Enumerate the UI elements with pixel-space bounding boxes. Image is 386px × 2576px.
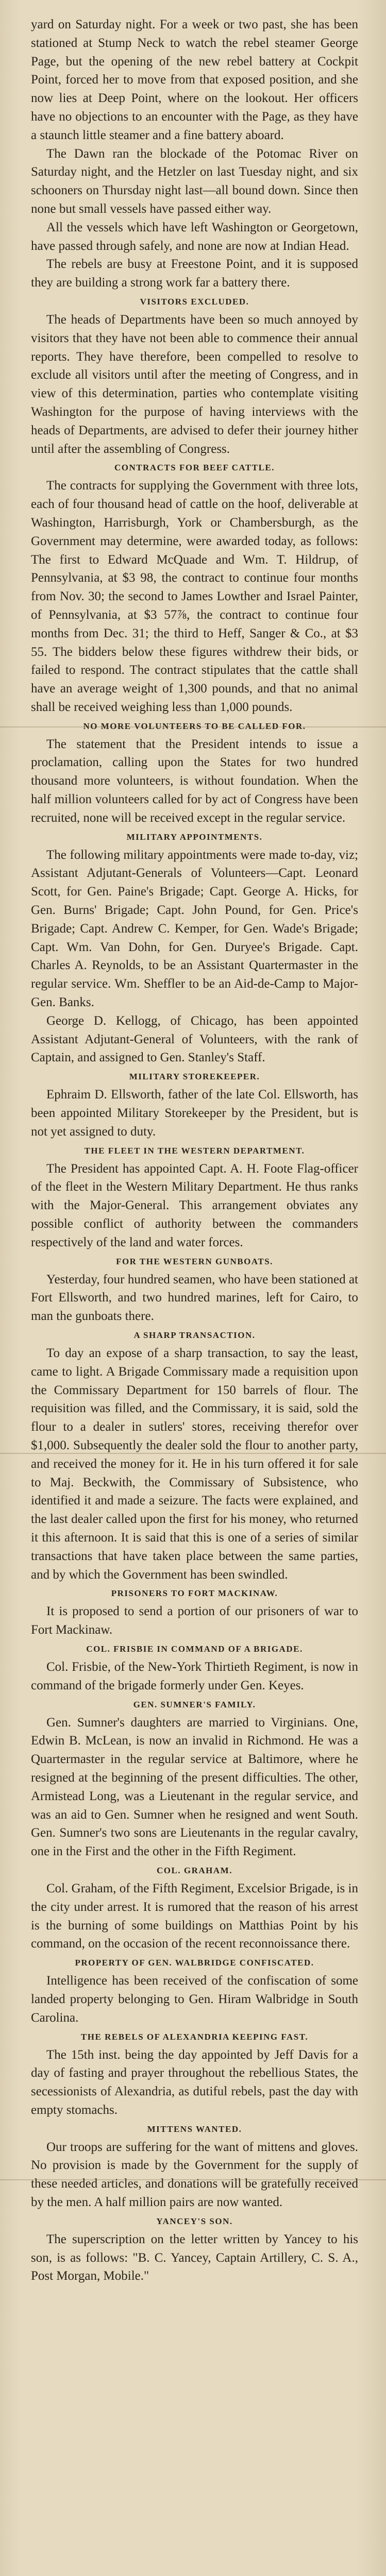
section-heading: MITTENS WANTED.: [147, 2124, 242, 2134]
article-paragraph: The following military appointments were made to-day, viz; Assistant Adjutant-Generals of Volunteers—Capt. Leonard Scott, for Gen. Paine's Brigade; Capt. George A. Hicks, for Gen. Burns' Brigade; Capt. John Pound, for Gen. Price's Brigade; Capt. Andrew C. Kemper, for Gen. Wade's Brigade; Capt. Wm. Van Dohn, for Gen. Duryee's Brigade. Capt. Charles A. Reynolds, to be an Assistant Quartermaster in the regular service. Wm. Sheffler to be an Aid-de-Camp to Major-Gen. Banks.: [31, 848, 358, 1010]
article-paragraph: Ephraim D. Ellsworth, father of the late Col. Ellsworth, has been appointed Military Storekeeper by the President, but is not yet assigned to duty.: [31, 1088, 358, 1139]
article-paragraph: To day an expose of a sharp transaction, to say the least, came to light. A Brigade Commissary made a requisition upon the Commissary Department for 150 barrels of flour. The requisition was filled, and the Commissary, it is said, sold the flour to a dealer in sutlers' stores, receiving therefor over $1,000. Subsequently the dealer sold the flour to another party, and received the money for it. He in his turn offered it for sale to Maj. Beckwith, the Commissary of Subsistence, who identified it and made a seizure. The facts were explained, and the last dealer called upon the first for his money, who returned it this afternoon. It is said that this is one of a series of similar transactions that have taken place between the same parties, and by which the Government has been swindled.: [31, 1346, 358, 1582]
article-paragraph: The Dawn ran the blockade of the Potomac River on Saturday night, and the Hetzler on last Tuesday night, and six schooners on Thursday night last—all bound down. Since then none but small vessels have passed either way.: [31, 146, 358, 216]
article-paragraph: The 15th inst. being the day appointed by Jeff Davis for a day of fasting and prayer throughout the rebellious States, the secessionists of Alexandria, as dutiful rebels, past the day with empty stomachs.: [31, 2047, 358, 2117]
article-paragraph: The statement that the President intends to issue a proclamation, calling upon the States for two hundred thousand more volunteers, is without foundation. When the half million volunteers called for by act of Congress have been recruited, none will be received except in the regular service.: [31, 737, 358, 825]
section-heading: NO MORE VOLUNTEERS TO BE CALLED FOR.: [83, 721, 306, 731]
article-paragraph: All the vessels which have left Washington or Georgetown, have passed through safely, and none are now at Indian Head.: [31, 220, 358, 253]
section-heading: FOR THE WESTERN GUNBOATS.: [116, 1256, 273, 1266]
paper-fold-line: [0, 2179, 386, 2180]
section-heading: GEN. SUMNER'S FAMILY.: [133, 1699, 256, 1709]
article-paragraph: Intelligence has been received of the confiscation of some landed property belonging to Gen. Hiram Walbridge in South Carolina.: [31, 1974, 358, 2025]
article-paragraph: Col. Frisbie, of the New-York Thirtieth Regiment, is now in command of the brigade formerly under Gen. Keyes.: [31, 1659, 358, 1692]
article-paragraph: The heads of Departments have been so much annoyed by visitors that they have not been able to commence their annual reports. They have therefore, been compelled to resolve to exclude all visitors until after the meeting of Congress, and in view of this determination, parties who contemplate visiting Washington for the purpose of having interviews with the heads of Departments, are advised to defer their journey hither until after the assembling of Congress.: [31, 312, 358, 456]
section-heading: CONTRACTS FOR BEEF CATTLE.: [114, 463, 275, 473]
section-heading: COL. FRISBIE IN COMMAND OF A BRIGADE.: [86, 1643, 303, 1654]
article-paragraph: Gen. Sumner's daughters are married to Virginians. One, Edwin B. McLean, is now an invalid in Richmond. He was a Quartermaster in the regular service at Baltimore, where he resigned at the beginning of the present difficulties. The other, Armistead Long, was a Lieutenant in the regular service, and was an aid to Gen. Sumner when he resigned and went South. Gen. Sumner's two sons are Lieutenants in the regular cavalry, one in the First and the other in the Fifth Regiment.: [31, 1715, 358, 1859]
lead-paragraph: yard on Saturday night. For a week or two past, she has been stationed at Stump Neck to watch the rebel steamer George Page, but the opening of the new rebel battery at Cockpit Point, forced her to move from that exposed position, and she now lies at Deep Point, where on the lookout. Her officers have no objections to an encounter with the Page, as they have a staunch little steamer and a fine battery aboard.: [31, 18, 358, 142]
article-paragraph: The rebels are busy at Freestone Point, and it is supposed they are building a strong work far a battery there.: [31, 257, 358, 290]
article-paragraph: Our troops are suffering for the want of mittens and gloves. No provision is made by the Government for the supply of these needed articles, and donations will be gratefully received by the men. A half million pairs are now wanted.: [31, 2140, 358, 2210]
article-column: [31, 15, 358, 2285]
section-heading: PRISONERS TO FORT MACKINAW.: [111, 1588, 278, 1599]
article-paragraph: Col. Graham, of the Fifth Regiment, Excelsior Brigade, is in the city under arrest. It is rumored that the reason of his arrest is the burning of some buildings on Matthias Point by his command, on the occasion of the recent reconnoissance there.: [31, 1881, 358, 1951]
section-heading: PROPERTY OF GEN. WALBRIDGE CONFISCATED.: [75, 1958, 314, 1968]
article-paragraph: The superscription on the letter written by Yancey to his son, is as follows: "B. C. Yancey, Captain Artillery, C. S. A., Post Morgan, Mobile.": [31, 2232, 358, 2283]
section-heading: YANCEY'S SON.: [156, 2216, 233, 2226]
section-heading: MILITARY STOREKEEPER.: [129, 1072, 260, 1082]
article-paragraph: George D. Kellogg, of Chicago, has been appointed Assistant Adjutant-General of Volunteers, with the rank of Captain, and assigned to Gen. Stanley's Staff.: [31, 1013, 358, 1065]
section-heading: THE REBELS OF ALEXANDRIA KEEPING FAST.: [80, 2031, 309, 2042]
article-paragraph: It is proposed to send a portion of our prisoners of war to Fort Mackinaw.: [31, 1604, 358, 1637]
article-paragraph: The President has appointed Capt. A. H. Foote Flag-officer of the fleet in the Western Military Department. He thus ranks with the Major-General. This arrangement obviates any possible conflict of authority between the commanders respectively of the land and water forces.: [31, 1161, 358, 1249]
section-heading: COL. GRAHAM.: [157, 1865, 232, 1875]
section-heading: MILITARY APPOINTMENTS.: [126, 832, 263, 842]
paper-fold-line: [0, 726, 386, 727]
article-paragraph: The contracts for supplying the Government with three lots, each of four thousand head of cattle on the hoof, deliverable at Washington, Harrisburgh, York or Chambersburgh, as the Government may determine, were awarded today, as follows: The first to Edward McQuade and Wm. T. Hildrup, of Pennsylvania, at $3 98, the contract to continue four months from Nov. 30; the second to James Lowther and Israel Painter, of Pennsylvania, at $3 57⅞, the contract to continue four months from Dec. 31; the third to Heff, Sanger & Co., at $3 55. The bidders below these figures withdrew their bids, or failed to respond. The contract stipulates that the cattle shall have an average weight of 1,300 pounds, and that no animal shall be received weighing less than 1,000 pounds.: [31, 479, 358, 714]
paper-fold-line: [0, 1453, 386, 1454]
section-heading: THE FLEET IN THE WESTERN DEPARTMENT.: [84, 1145, 305, 1156]
section-heading: VISITORS EXCLUDED.: [140, 296, 249, 307]
article-paragraph: Yesterday, four hundred seamen, who have been stationed at Fort Ellsworth, and two hundred marines, left for Cairo, to man the gunboats there.: [31, 1272, 358, 1324]
section-heading: A SHARP TRANSACTION.: [133, 1330, 256, 1340]
